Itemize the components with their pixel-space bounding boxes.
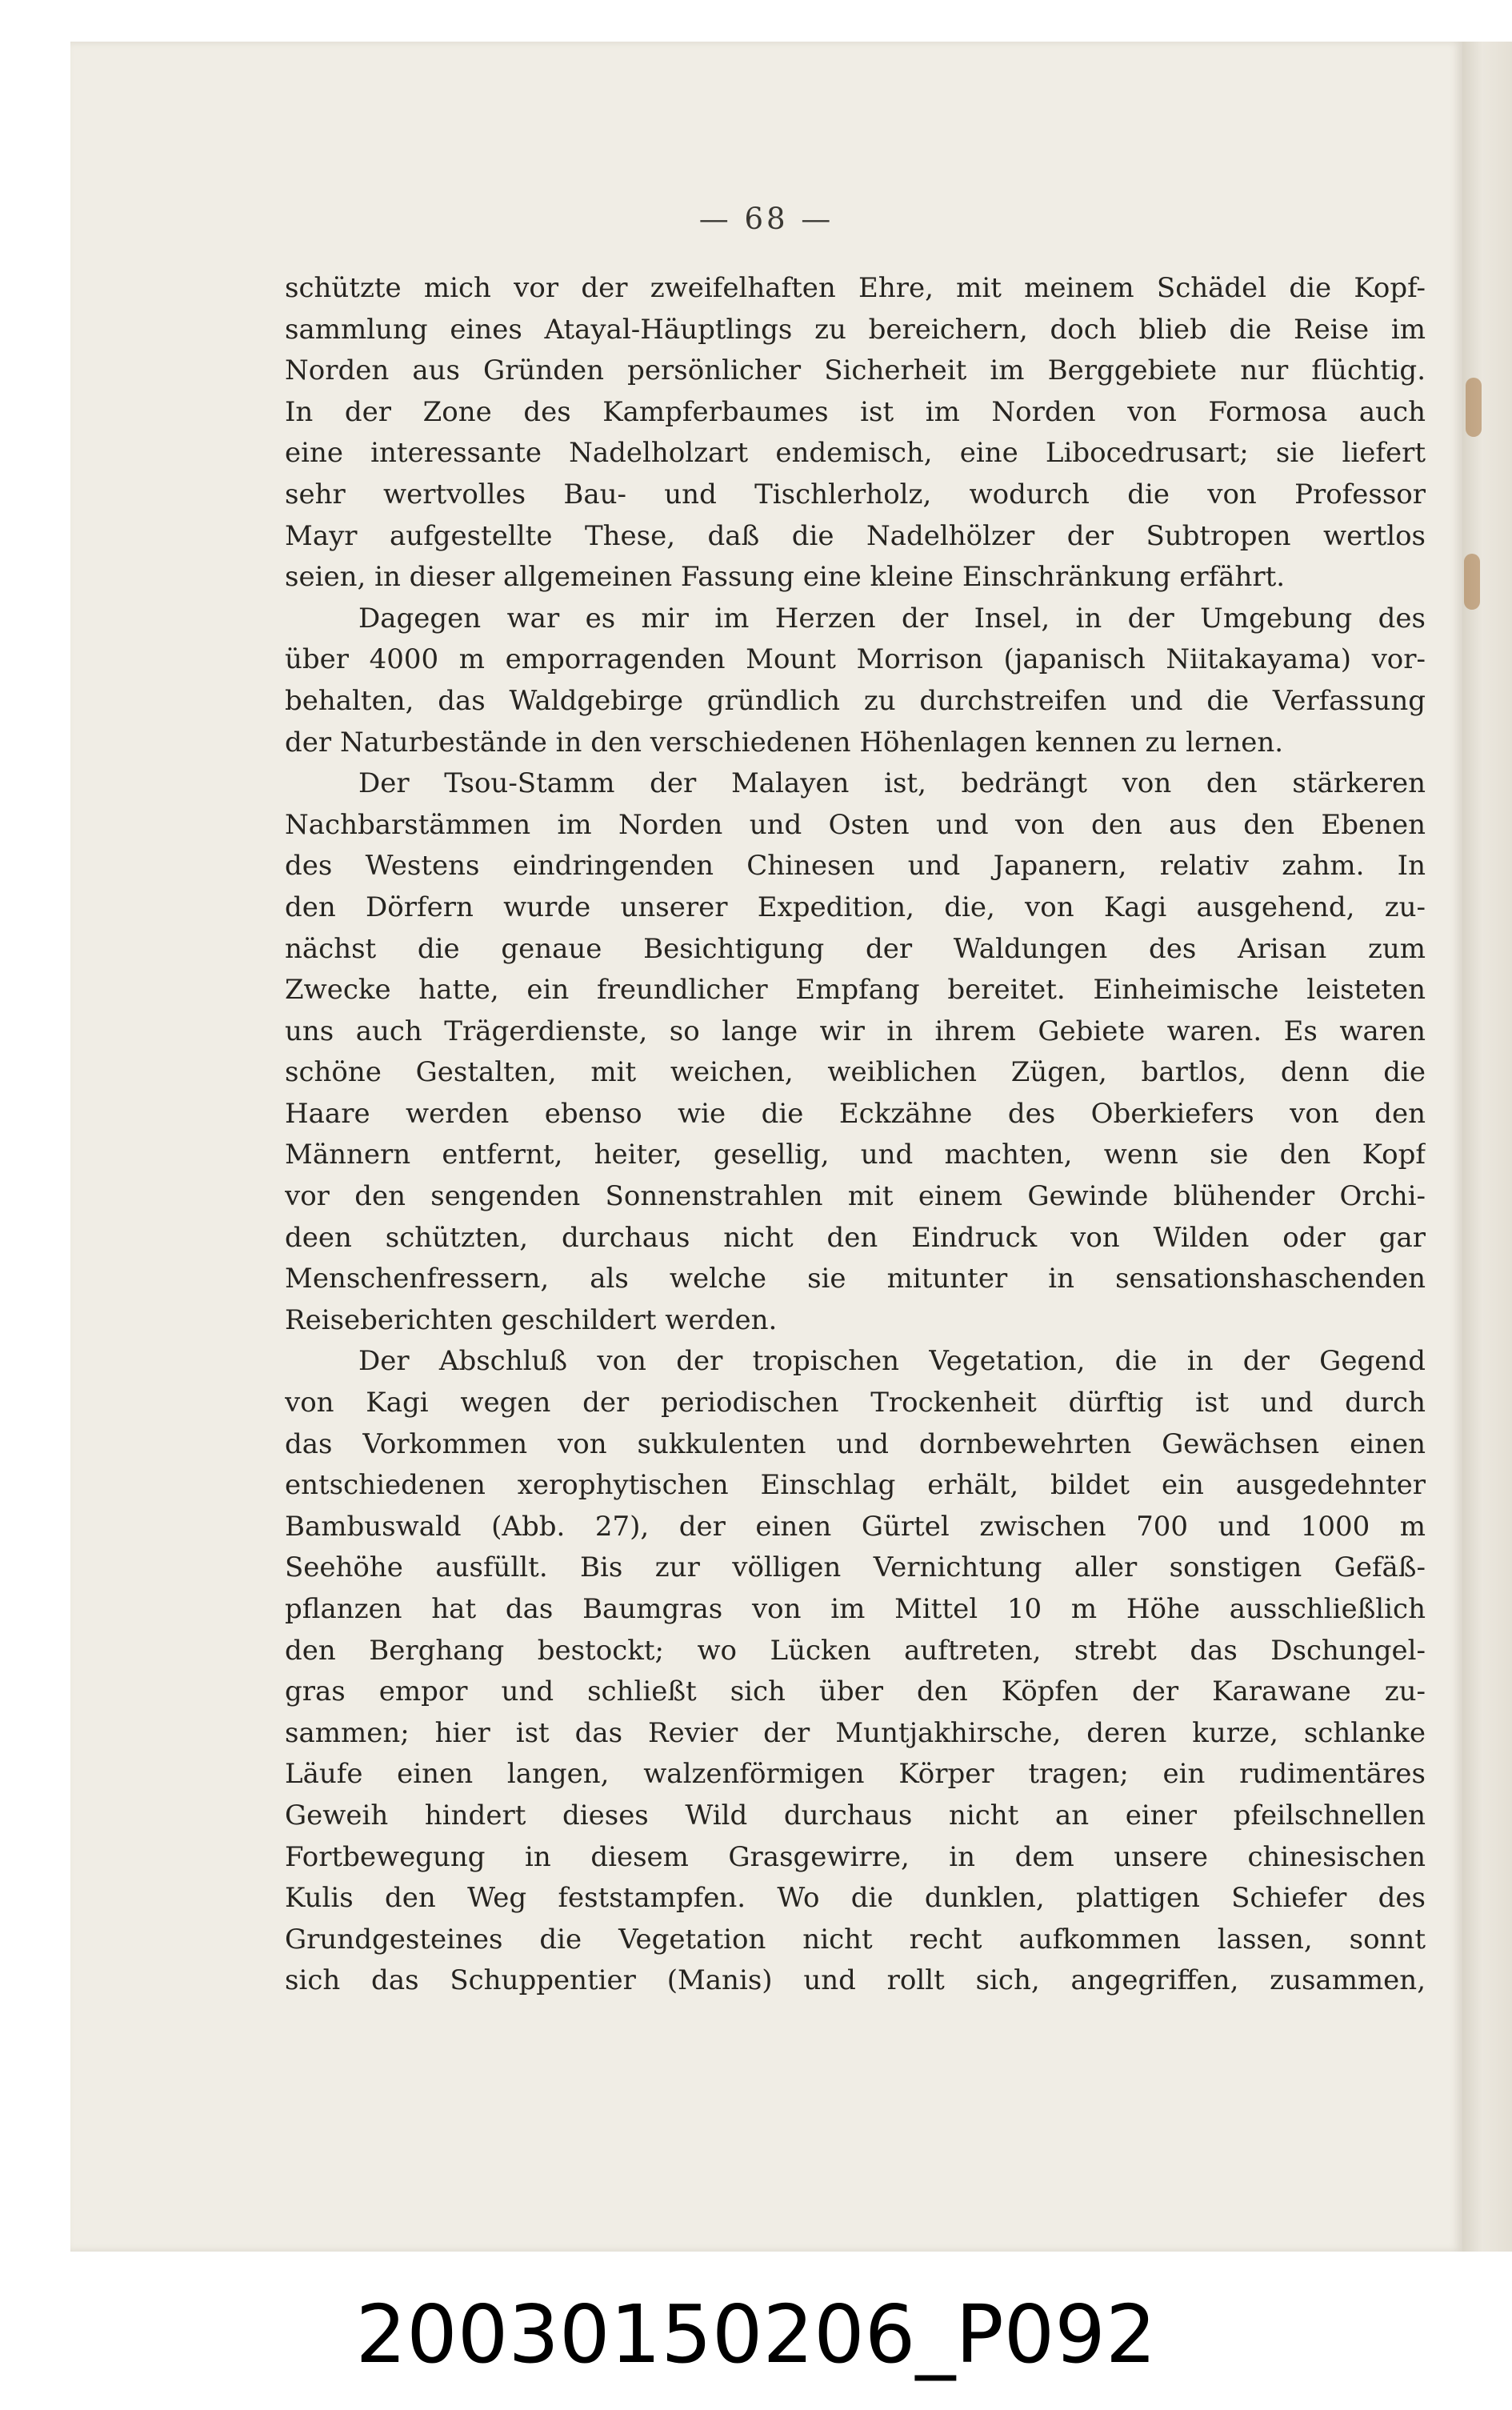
text-line: Menschenfressern, als welche sie mitunter in sensationshaschenden <box>285 1263 1426 1295</box>
stain-mark <box>1464 554 1480 610</box>
page-number: — 68 — <box>698 202 834 236</box>
stain-mark <box>1466 378 1482 437</box>
text-line: eine interessante Nadelholzart endemisch, eine Libocedrusart; sie liefert <box>285 437 1426 470</box>
file-label: 20030150206_P092 <box>355 2288 1157 2381</box>
text-line: Mayr aufgestellte These, daß die Nadelhölzer der Subtropen wertlos <box>285 519 1426 552</box>
text-line: deen schützten, durchaus nicht den Eindruck von Wilden oder gar <box>285 1221 1426 1254</box>
text-line: Läufe einen langen, walzenförmigen Körper tragen; ein rudimentäres <box>285 1758 1426 1791</box>
text-line: Geweih hindert dieses Wild durchaus nicht an einer pfeilschnellen <box>285 1799 1426 1832</box>
text-line: Der Tsou-Stamm der Malayen ist, bedrängt von den stärkeren <box>358 767 1426 800</box>
text-line: Reiseberichten geschildert werden. <box>285 1303 778 1336</box>
text-line: Norden aus Gründen persönlicher Sicherheit im Berggebiete nur flüchtig. <box>285 354 1426 387</box>
text-line: Männern entfernt, heiter, gesellig, und machten, wenn sie den Kopf <box>285 1139 1426 1171</box>
text-line: der Naturbestände in den verschiedenen Höhenlagen kennen zu lernen. <box>285 726 1284 759</box>
book-page <box>70 42 1462 2252</box>
text-line: seien, in dieser allgemeinen Fassung eine kleine Einschränkung erfährt. <box>285 561 1286 594</box>
text-line: gras empor und schließt sich über den Köpfen der Karawane zu- <box>285 1675 1426 1708</box>
text-line: entschiedenen xerophytischen Einschlag erhält, bildet ein ausgedehnter <box>285 1469 1426 1502</box>
text-line: nächst die genaue Besichtigung der Waldungen des Arisan zum <box>285 932 1426 965</box>
text-line: Bambuswald (Abb. 27), der einen Gürtel zwischen 700 und 1000 m <box>285 1510 1426 1543</box>
text-line: schöne Gestalten, mit weichen, weiblichen Zügen, bartlos, denn die <box>285 1056 1426 1089</box>
text-line: schützte mich vor der zweifelhaften Ehre, mit meinem Schädel die Kopf- <box>285 272 1426 304</box>
text-line: Nachbarstämmen im Norden und Osten und von den aus den Ebenen <box>285 808 1426 841</box>
text-line: Kulis den Weg feststampfen. Wo die dunklen, plattigen Schiefer des <box>285 1882 1426 1915</box>
text-line: Der Abschluß von der tropischen Vegetation, die in der Gegend <box>358 1345 1426 1378</box>
text-line: Dagegen war es mir im Herzen der Insel, in der Umgebung des <box>358 602 1426 635</box>
text-line: den Dörfern wurde unserer Expedition, die, von Kagi ausgehend, zu- <box>285 891 1426 923</box>
text-line: vor den sengenden Sonnenstrahlen mit einem Gewinde blühender Orchi- <box>285 1180 1426 1213</box>
text-line: sich das Schuppentier (Manis) und rollt sich, angegriffen, zusammen, <box>285 1964 1426 1997</box>
text-line: behalten, das Waldgebirge gründlich zu durchstreifen und die Verfassung <box>285 684 1426 717</box>
text-line: über 4000 m emporragenden Mount Morrison (japanisch Niitakayama) vor- <box>285 643 1426 676</box>
text-line: Seehöhe ausfüllt. Bis zur völligen Vernichtung aller sonstigen Gefäß- <box>285 1551 1426 1584</box>
text-line: den Berghang bestockt; wo Lücken auftreten, strebt das Dschungel- <box>285 1634 1426 1667</box>
next-page-edge <box>1462 42 1512 2252</box>
text-line: Grundgesteines die Vegetation nicht recht aufkommen lassen, sonnt <box>285 1923 1426 1956</box>
text-line: sammlung eines Atayal-Häuptlings zu bereichern, doch blieb die Reise im <box>285 313 1426 346</box>
scanned-page <box>70 42 1512 2252</box>
body-text <box>285 268 1426 2002</box>
text-line: Fortbewegung in diesem Grasgewirre, in dem unsere chinesischen <box>285 1840 1426 1873</box>
text-line: sehr wertvolles Bau- und Tischlerholz, wodurch die von Professor <box>285 478 1426 510</box>
text-line: Zwecke hatte, ein freundlicher Empfang bereitet. Einheimische leisteten <box>285 974 1426 1007</box>
text-line: uns auch Trägerdienste, so lange wir in ihrem Gebiete waren. Es waren <box>285 1015 1426 1047</box>
text-line: sammen; hier ist das Revier der Muntjakhirsche, deren kurze, schlanke <box>285 1716 1426 1749</box>
text-line: das Vorkommen von sukkulenten und dornbewehrten Gewächsen einen <box>285 1427 1426 1460</box>
text-line: Haare werden ebenso wie die Eckzähne des Oberkiefers von den <box>285 1097 1426 1130</box>
text-line: von Kagi wegen der periodischen Trockenheit dürftig ist und durch <box>285 1387 1426 1419</box>
text-line: In der Zone des Kampferbaumes ist im Norden von Formosa auch <box>285 395 1426 428</box>
text-line: pflanzen hat das Baumgras von im Mittel 10 m Höhe ausschließlich <box>285 1593 1426 1625</box>
text-line: des Westens eindringenden Chinesen und Japanern, relativ zahm. In <box>285 850 1426 883</box>
